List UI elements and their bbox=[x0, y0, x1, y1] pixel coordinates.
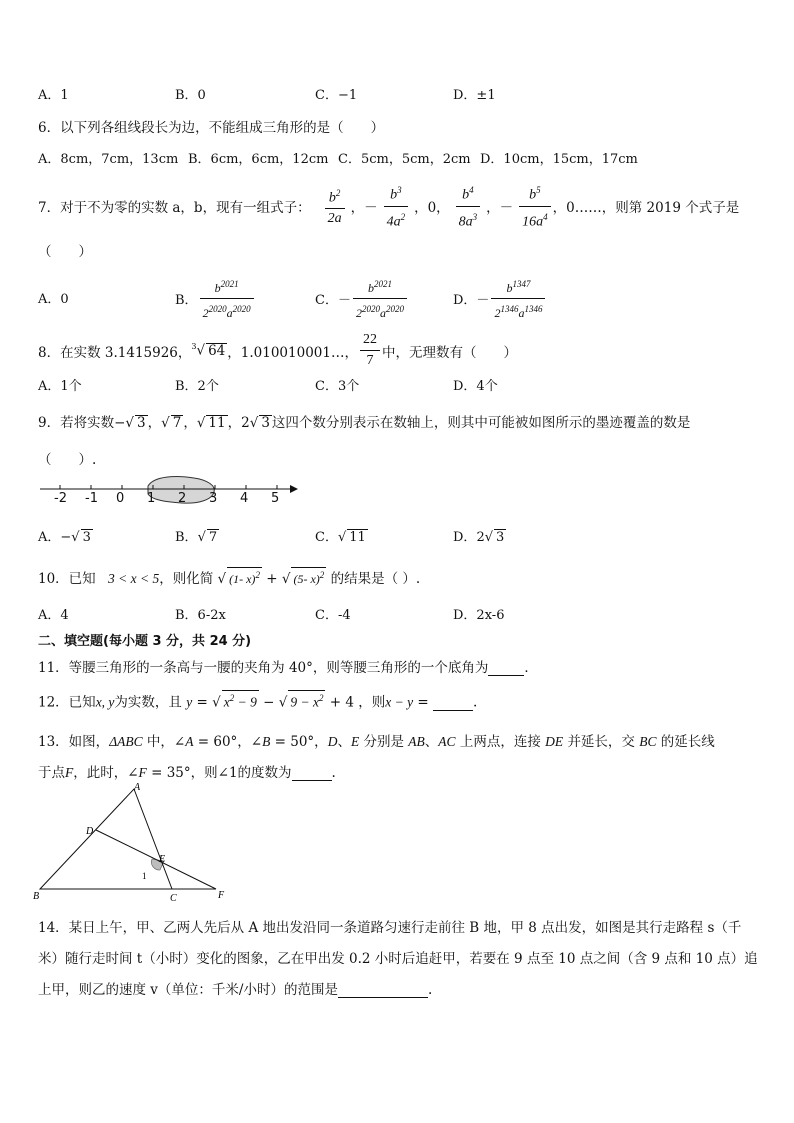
q8-option-b: B．2个 bbox=[175, 379, 219, 394]
axis-tick-label: 1 bbox=[147, 491, 156, 506]
q7-paren: （ ） bbox=[38, 244, 92, 260]
q14-line2: 米）随行走时间 t（小时）变化的图象，乙在甲出发 0.2 小时后追赶甲，若要在 9 点至 10 点之间（含 9 点和 10 点）追 bbox=[38, 951, 758, 967]
q9-stem: 9．若将实数−√ 3 ，√ 7 ，√ 11 ，2√ 3 这四个数分别表示在数轴上，则其中可能被如图所示的墨迹覆盖的数是 bbox=[38, 415, 691, 431]
q7-option-b: B． $\frac{b^{2021}}{2^{2020}a^{2020}}$ bbox=[175, 274, 256, 323]
q9-option-c: C．√ 11 bbox=[315, 530, 366, 545]
q5-option-c: C．−1 bbox=[315, 88, 358, 103]
q10-option-b: B．6-2x bbox=[175, 608, 226, 623]
q6-option-a: A．8cm，7cm，13cm bbox=[38, 152, 179, 167]
q12-answer-blank bbox=[433, 696, 473, 711]
q13-line1: 13．如图，ΔABC 中，∠A = 60°，∠B = 50°，D、E 分别是 AB、AC 上两点，连接 DE 并延长，交 BC 的延长线 bbox=[38, 734, 715, 750]
axis-arrow-icon bbox=[290, 485, 298, 493]
q9-option-d: D．2√ 3 bbox=[453, 530, 505, 545]
q9-option-b: B．√ 7 bbox=[175, 530, 218, 545]
label-a: A bbox=[134, 782, 141, 793]
q9-paren: （ ）. bbox=[38, 452, 97, 468]
q14-line1: 14．某日上午，甲、乙两人先后从 A 地出发沿同一条道路匀速行走前往 B 地，甲 8 点出发，如图是其行走路程 s（千 bbox=[38, 920, 742, 936]
q6-option-d: D．10cm，15cm，17cm bbox=[480, 152, 638, 167]
q9-number-line bbox=[36, 472, 298, 512]
q11-answer-blank bbox=[488, 661, 524, 676]
q7-tail: ，0……，则第 2019 个式子是 bbox=[552, 200, 740, 217]
q13-answer-blank bbox=[292, 766, 332, 781]
q7-option-d: D．－ $\frac{b^{1347}}{2^{1346}a^{1346}}$ bbox=[453, 274, 547, 323]
q7-option-a: A．0 bbox=[38, 292, 69, 307]
axis-tick-label: 5 bbox=[271, 491, 280, 506]
q6-option-b: B．6cm，6cm，12cm bbox=[188, 152, 329, 167]
q14-line3: 上甲，则乙的速度 v（单位：千米/小时）的范围是 . bbox=[38, 982, 433, 998]
q12-stem: 12．已知x, y为实数，且 y = √ $x^2 - 9$ − √ $9 - x^2 + 4$ ，则x − y = . bbox=[38, 690, 477, 711]
label-b: B bbox=[33, 891, 40, 902]
section-heading: 二、填空题(每小题 3 分，共 24 分) bbox=[38, 634, 252, 649]
q7-term-4: $\frac{b^5}{16a^4}$ bbox=[519, 180, 551, 232]
q9-option-a: A．−√ 3 bbox=[38, 530, 91, 545]
q5-option-d: D．±1 bbox=[453, 88, 496, 103]
q8-option-a: A．1个 bbox=[38, 379, 82, 394]
triangle-abc bbox=[40, 789, 172, 889]
axis-tick-label: 4 bbox=[240, 491, 249, 506]
q8-option-d: D．4个 bbox=[453, 379, 498, 394]
label-e: E bbox=[159, 854, 166, 865]
q8-cube-root: $^3$√ 64 bbox=[191, 342, 226, 359]
q13-line2: 于点F，此时，∠F = 35°，则∠1的度数为 . bbox=[38, 765, 336, 781]
q7-term-1: $\frac{b^2}{2a}$ bbox=[325, 183, 345, 230]
q13-triangle-figure bbox=[30, 782, 240, 902]
q10-option-d: D．2x-6 bbox=[453, 608, 505, 623]
q10-option-c: C．-4 bbox=[315, 608, 351, 623]
line-def bbox=[96, 830, 216, 889]
label-d: D bbox=[86, 826, 94, 837]
q11-stem: 11．等腰三角形的一条高与一腰的夹角为 40°，则等腰三角形的一个底角为 ． bbox=[38, 660, 538, 676]
q8-option-c: C．3个 bbox=[315, 379, 360, 394]
q6-stem: 6．以下列各组线段长为边，不能组成三角形的是（ ） bbox=[38, 120, 385, 136]
q6-option-c: C．5cm，5cm，2cm bbox=[338, 152, 471, 167]
axis-tick-label: 0 bbox=[116, 491, 125, 506]
q7-lead: 7．对于不为零的实数 a，b，现有一组式子： bbox=[38, 200, 311, 217]
q7-stem: 7．对于不为零的实数 a，b，现有一组式子： $\frac{b^2}{2a}$ ，－ $\frac{b^3}{4a^2}$ ，0， $\frac{b^4}{8a^3}$ ，－ $\frac{b^5}{16a^4}$ ，0……，则第 2019 个式子是 bbox=[38, 180, 739, 232]
q5-option-b: B．0 bbox=[175, 88, 206, 103]
q14-answer-blank bbox=[338, 983, 428, 998]
q7-option-c: C．－ $\frac{b^{2021}}{2^{2020}a^{2020}}$ bbox=[315, 274, 409, 323]
q8-fraction: $\frac{22}{7}$ bbox=[360, 330, 380, 371]
q10-stem: 10．已知 3 < x < 5，则化简 √ (1- x)$^2$ + √ (5- x)$^2$ 的结果是（ ）. bbox=[38, 567, 420, 587]
label-c: C bbox=[170, 893, 177, 902]
axis-tick-label: 2 bbox=[178, 491, 187, 506]
axis-tick-label: 3 bbox=[209, 491, 218, 506]
axis-tick-label: -1 bbox=[85, 491, 98, 506]
q7-term-2: $\frac{b^3}{4a^2}$ bbox=[384, 180, 409, 232]
axis-tick-label: -2 bbox=[54, 491, 67, 506]
q10-option-a: A．4 bbox=[38, 608, 69, 623]
q5-option-a: A．1 bbox=[38, 88, 69, 103]
label-angle-1: 1 bbox=[142, 871, 147, 881]
q7-term-3: $\frac{b^4}{8a^3}$ bbox=[456, 180, 481, 232]
q8-stem: 8．在实数 3.1415926， $^3$√ 64 ，1.010010001…， $\frac{22}{7}$ 中，无理数有（ ） bbox=[38, 330, 517, 371]
label-f: F bbox=[218, 890, 225, 901]
